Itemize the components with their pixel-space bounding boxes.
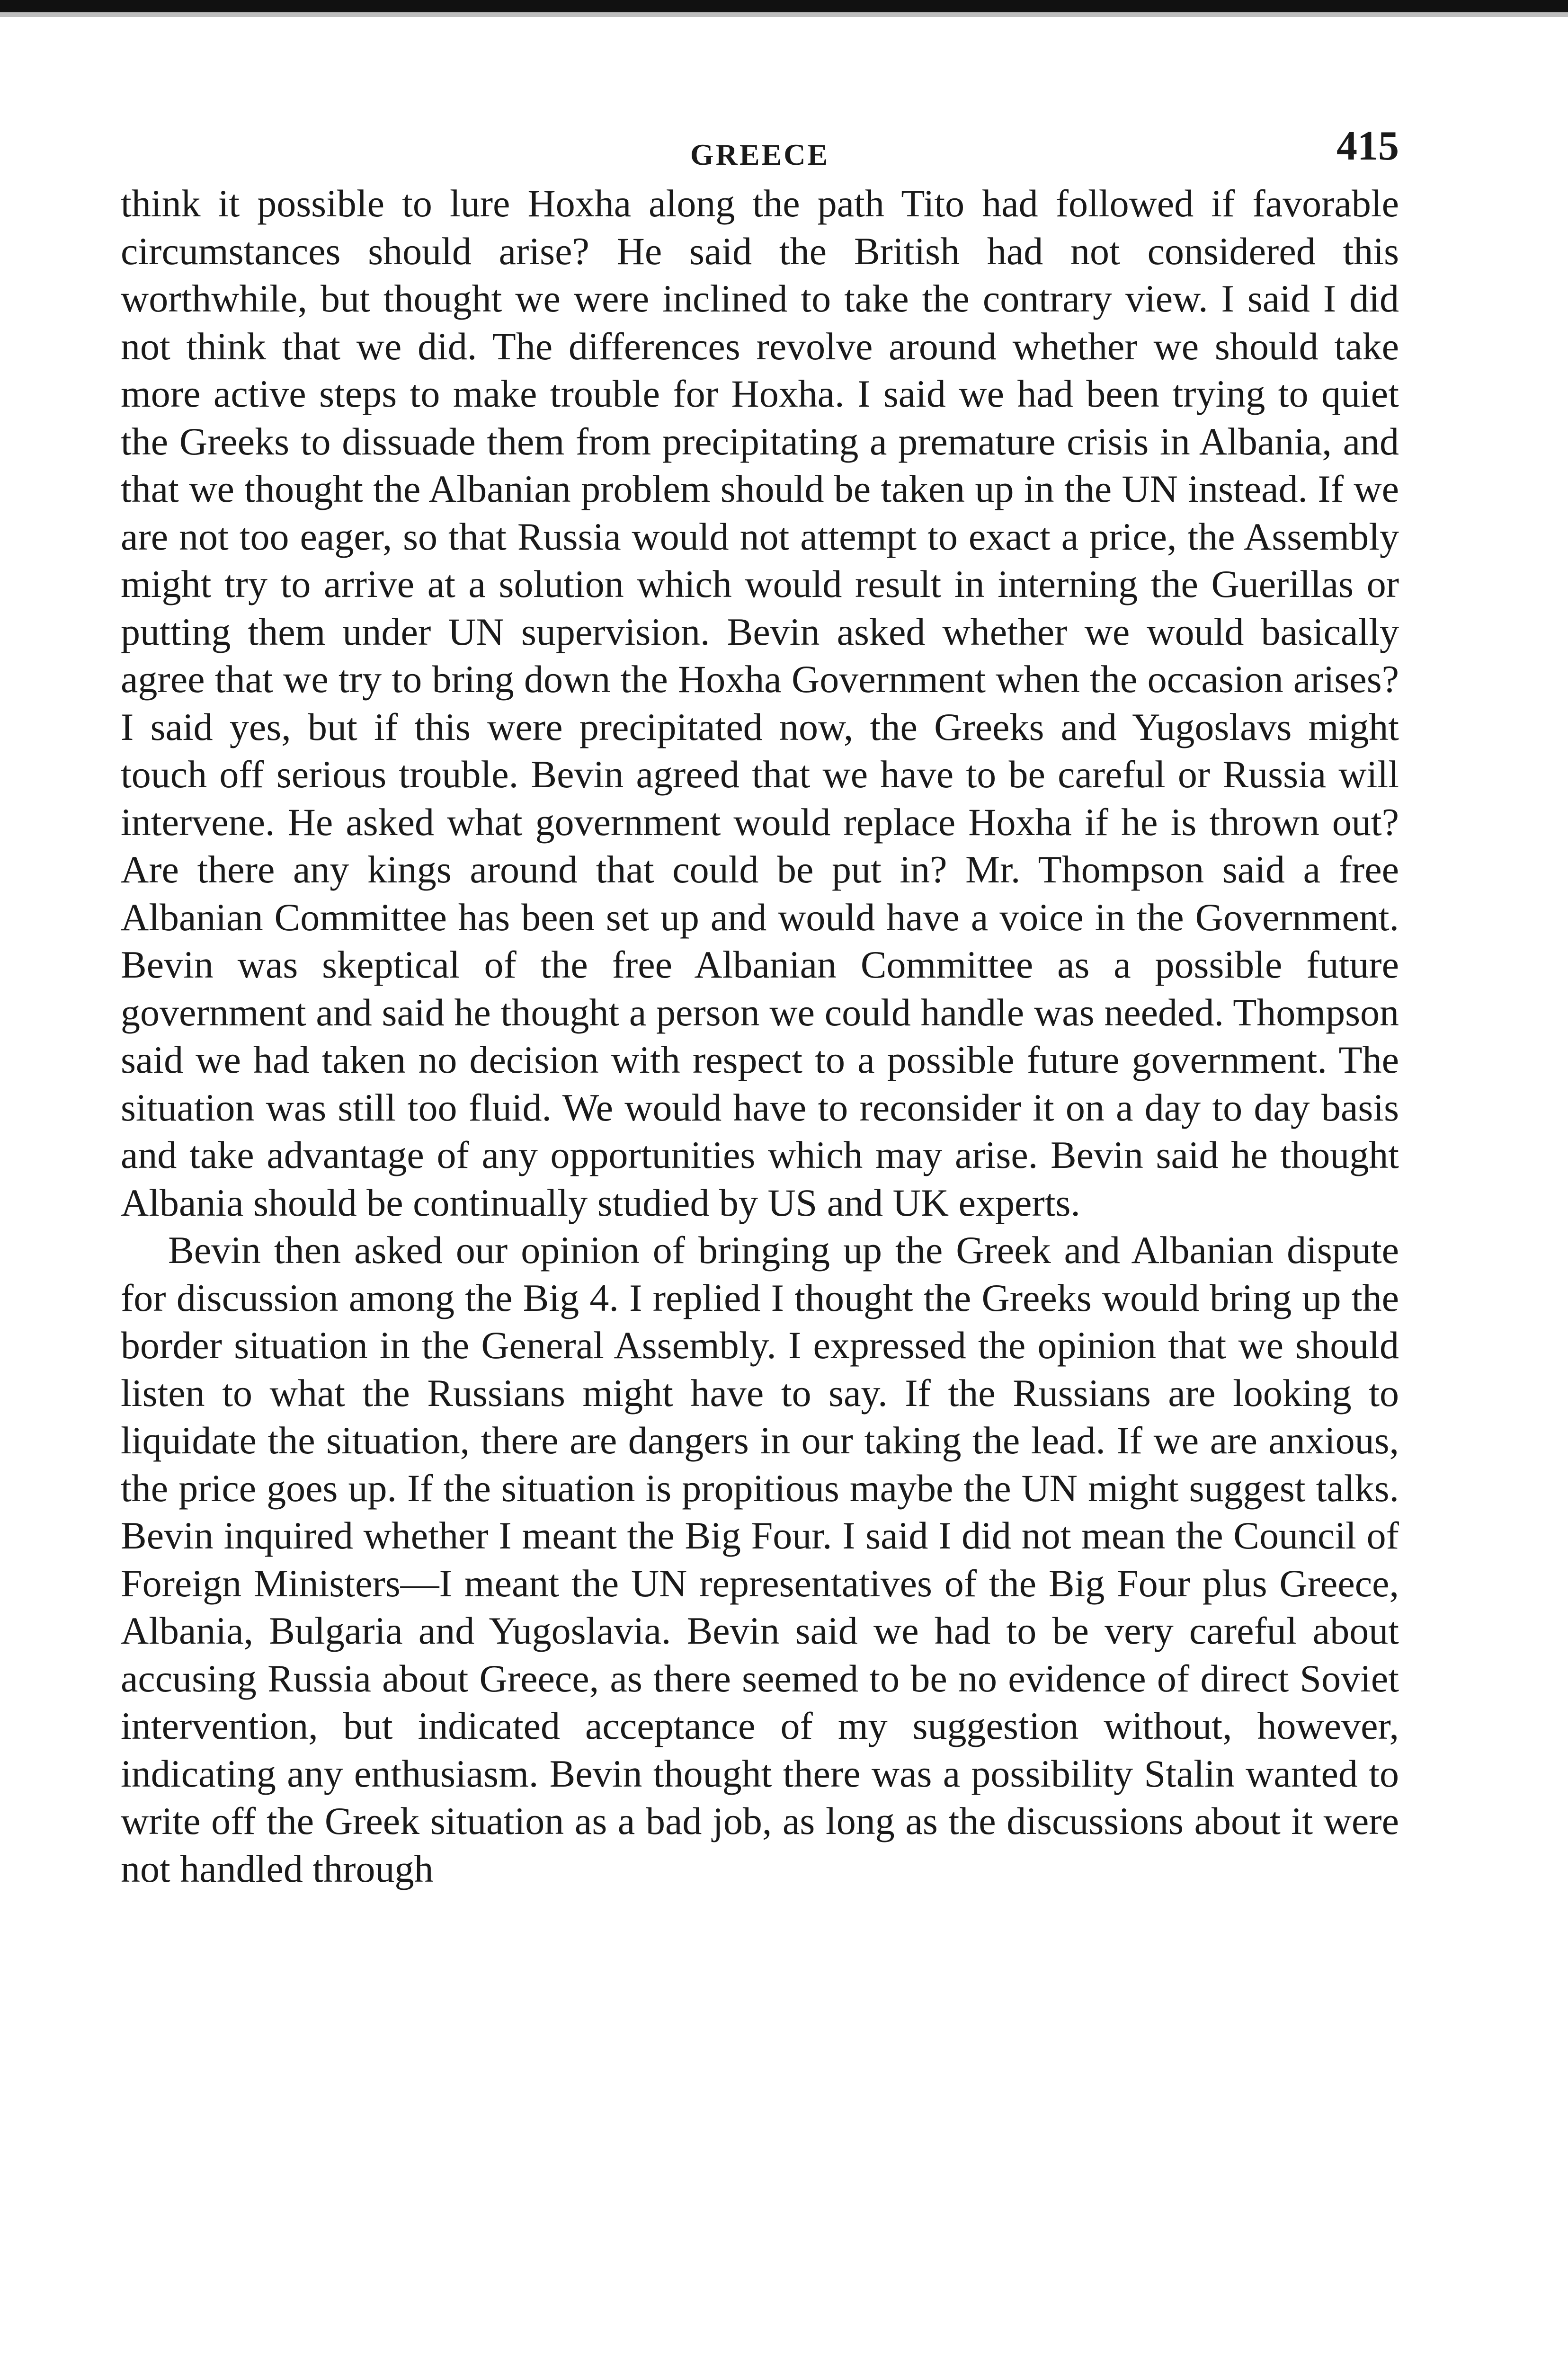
scan-top-edge-shadow [0,12,1568,17]
paragraph-continued: think it possible to lure Hoxha along the path Tito had followed if favorable circumstances should arise? He said the British had not considered this worthwhile, but thought we were inclined to take the contrary view. I said I did not think that we did. The differences revolve around whether we should take more active steps to make trouble for Hoxha. I said we had been trying to quiet the Greeks to dissuade them from precipitating a premature crisis in Albania, and that we thought the Albanian problem should be taken up in the UN instead. If we are not too eager, so that Russia would not attempt to exact a price, the Assembly might try to arrive at a solution which would result in interning the Guerillas or putting them under UN supervision. Bevin asked whether we would basically agree that we try to bring down the Hoxha Government when the occasion arises? I said yes, but if this were precipitated now, the Greeks and Yugoslavs might touch off serious trouble. Bevin agreed that we have to be careful or Russia will intervene. He asked what government would replace Hoxha if he is thrown out? Are there any kings around that could be put in? Mr. Thompson said a free Albanian Committee has been set up and would have a voice in the Government. Bevin was skeptical of the free Albanian Committee as a possible future government and said he thought a person we could handle was needed. Thompson said we had taken no decision with respect to a possible future government. The situation was still too fluid. We would have to reconsider it on a day to day basis and take advantage of any opportunities which may arise. Bevin said he thought Albania should be continually studied by US and UK experts. [121,182,1399,1224]
page-number: 415 [1336,123,1399,169]
document-page [121,104,1399,1893]
scan-top-edge [0,0,1568,12]
running-head: GREECE [690,138,830,171]
body-text [121,180,1399,1893]
page-header [121,104,1399,170]
paragraph: Bevin then asked our opinion of bringing up the Greek and Albanian dispute for discussion among the Big 4. I replied I thought the Greeks would bring up the border situation in the General Assembly. I expressed the opinion that we should listen to what the Russians might have to say. If the Russians are looking to liquidate the situation, there are dangers in our taking the lead. If we are anxious, the price goes up. If the situation is propitious maybe the UN might suggest talks. Bevin inquired whether I meant the Big Four. I said I did not mean the Council of Foreign Ministers—I meant the UN representatives of the Big Four plus Greece, Albania, Bulgaria and Yugoslavia. Bevin said we had to be very careful about accusing Russia about Greece, as there seemed to be no evidence of direct Soviet intervention, but indicated acceptance of my suggestion without, however, indicating any enthusiasm. Bevin thought there was a possibility Stalin wanted to write off the Greek situation as a bad job, as long as the discussions about it were not handled through [121,1228,1399,1890]
